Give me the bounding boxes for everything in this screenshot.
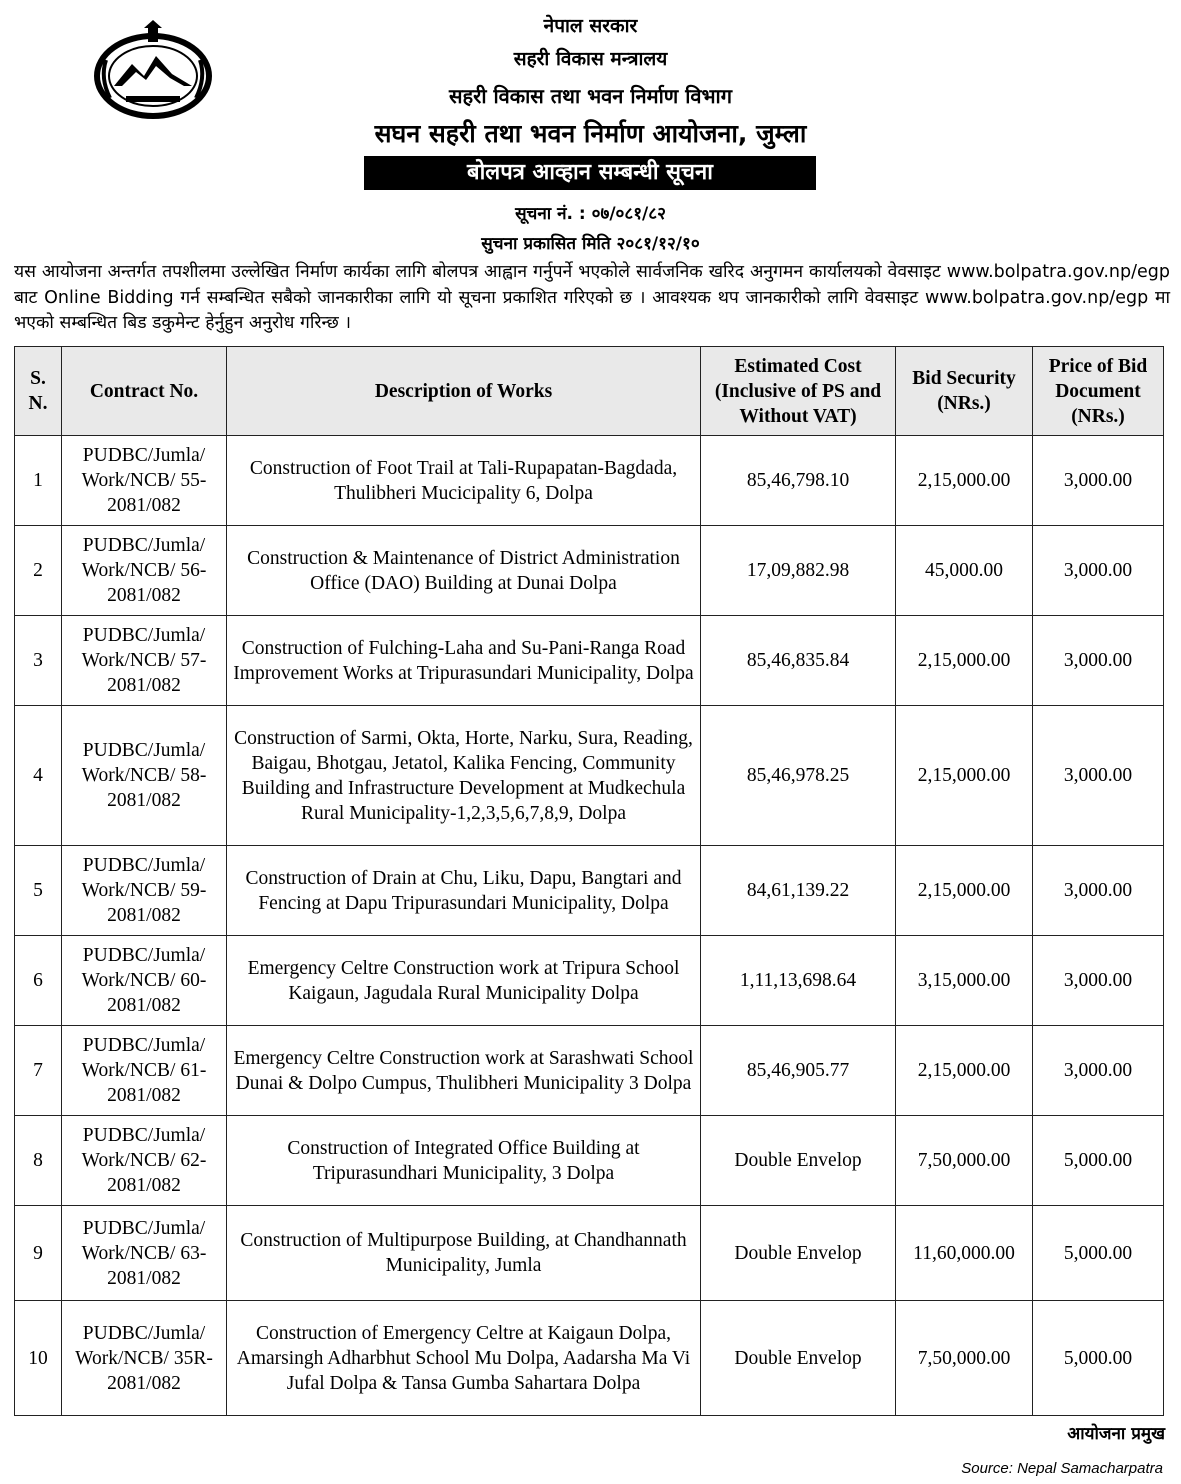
cell-description: Construction of Integrated Office Building at Tripurasundhari Municipality, 3 Dolpa (227, 1116, 701, 1206)
cell-sn: 7 (15, 1026, 62, 1116)
cell-bid-price: 3,000.00 (1033, 706, 1164, 846)
ministry-heading: सहरी विकास मन्त्रालय (513, 48, 668, 70)
table-row (15, 436, 1164, 526)
cell-contract: PUDBC/Jumla/ Work/NCB/ 63-2081/082 (62, 1206, 227, 1301)
cell-contract: PUDBC/Jumla/ Work/NCB/ 60-2081/082 (62, 936, 227, 1026)
table-row (15, 526, 1164, 616)
cell-estimated-cost: 17,09,882.98 (701, 526, 896, 616)
notice-title-banner: बोलपत्र आव्हान सम्बन्धी सूचना (364, 156, 816, 190)
cell-contract: PUDBC/Jumla/ Work/NCB/ 61-2081/082 (62, 1026, 227, 1116)
cell-sn: 9 (15, 1206, 62, 1301)
cell-contract: PUDBC/Jumla/ Work/NCB/ 62-2081/082 (62, 1116, 227, 1206)
cell-description: Construction of Multipurpose Building, at Chandhannath Municipality, Jumla (227, 1206, 701, 1301)
cell-sn: 6 (15, 936, 62, 1026)
col-header-bid-security: Bid Security (NRs.) (896, 347, 1033, 436)
table-row (15, 936, 1164, 1026)
cell-contract: PUDBC/Jumla/ Work/NCB/ 55-2081/082 (62, 436, 227, 526)
cell-sn: 5 (15, 846, 62, 936)
cell-bid-security: 3,15,000.00 (896, 936, 1033, 1026)
cell-sn: 10 (15, 1301, 62, 1416)
department-heading: सहरी विकास तथा भवन निर्माण विभाग (449, 84, 732, 108)
cell-sn: 2 (15, 526, 62, 616)
cell-estimated-cost: 1,11,13,698.64 (701, 936, 896, 1026)
cell-bid-price: 3,000.00 (1033, 436, 1164, 526)
cell-bid-security: 2,15,000.00 (896, 846, 1033, 936)
cell-description: Construction of Emergency Celtre at Kaigaun Dolpa, Amarsingh Adharbhut School Mu Dolpa, Aadarsha Ma Vi Jufal Dolpa & Tansa Gumba Sahartara Dolpa (227, 1301, 701, 1416)
cell-estimated-cost: Double Envelop (701, 1116, 896, 1206)
project-heading: सघन सहरी तथा भवन निर्माण आयोजना, जुम्ला (374, 119, 807, 148)
cell-bid-security: 7,50,000.00 (896, 1116, 1033, 1206)
cell-bid-price: 5,000.00 (1033, 1116, 1164, 1206)
cell-bid-security: 2,15,000.00 (896, 1026, 1033, 1116)
col-header-description: Description of Works (227, 347, 701, 436)
cell-estimated-cost: 85,46,835.84 (701, 616, 896, 706)
cell-bid-price: 3,000.00 (1033, 1026, 1164, 1116)
cell-bid-security: 2,15,000.00 (896, 436, 1033, 526)
cell-bid-price: 5,000.00 (1033, 1301, 1164, 1416)
cell-sn: 1 (15, 436, 62, 526)
col-header-sn: S. N. (15, 347, 62, 436)
published-date: सुचना प्रकासित मिति २०८१/१२/१० (481, 234, 700, 254)
table-row (15, 1206, 1164, 1301)
cell-description: Construction of Drain at Chu, Liku, Dapu, Bangtari and Fencing at Dapu Tripurasundari Municipality, Dolpa (227, 846, 701, 936)
col-header-estimated-cost: Estimated Cost (Inclusive of PS and Without VAT) (701, 347, 896, 436)
cell-estimated-cost: 85,46,798.10 (701, 436, 896, 526)
cell-bid-price: 3,000.00 (1033, 846, 1164, 936)
cell-bid-security: 7,50,000.00 (896, 1301, 1033, 1416)
cell-description: Construction of Sarmi, Okta, Horte, Narku, Sura, Reading, Baigau, Bhotgau, Jetatol, Kalika Fencing, Community Building and Infrastructure Development at Mudkechula Rural Municipality-1,2,3,5,6,7,8,9, Dolpa (227, 706, 701, 846)
cell-description: Construction & Maintenance of District Administration Office (DAO) Building at Dunai Dolpa (227, 526, 701, 616)
cell-sn: 4 (15, 706, 62, 846)
cell-contract: PUDBC/Jumla/ Work/NCB/ 58-2081/082 (62, 706, 227, 846)
table-row (15, 1116, 1164, 1206)
cell-estimated-cost: 85,46,978.25 (701, 706, 896, 846)
cell-bid-security: 2,15,000.00 (896, 616, 1033, 706)
cell-bid-security: 45,000.00 (896, 526, 1033, 616)
intro-paragraph: यस आयोजना अन्तर्गत तपशीलमा उल्लेखित निर्माण कार्यका लागि बोलपत्र आह्वान गर्नुपर्ने भएकोले सार्वजनिक खरिद अनुगमन कार्यालयको वेवसाइट www.bolpatra.gov.np/egp बाट Online Bidding गर्न सम्बन्धित सबैको जानकारीका लागि यो सूचना प्रकाशित गरिएको छ । आवश्यक थप जानकारीको लागि वेवसाइट www.bolpatra.gov.np/egp मा भएको सम्बन्धित बिड डकुमेन्ट हेर्नुहुन अनुरोध गरिन्छ । (14, 262, 1170, 333)
notice-number: सूचना नं. : ०७/०८१/८२ (515, 204, 666, 224)
source-credit: Source: Nepal Samacharpatra (961, 1460, 1163, 1477)
cell-estimated-cost: Double Envelop (701, 1206, 896, 1301)
col-header-contract: Contract No. (62, 347, 227, 436)
cell-bid-price: 3,000.00 (1033, 936, 1164, 1026)
government-heading: नेपाल सरकार (543, 15, 638, 37)
works-table (14, 346, 1164, 1416)
table-row (15, 1301, 1164, 1416)
cell-estimated-cost: Double Envelop (701, 1301, 896, 1416)
cell-description: Construction of Foot Trail at Tali-Rupapatan-Bagdada, Thulibheri Mucicipality 6, Dolpa (227, 436, 701, 526)
cell-contract: PUDBC/Jumla/ Work/NCB/ 57-2081/082 (62, 616, 227, 706)
cell-description: Emergency Celtre Construction work at Sarashwati School Dunai & Dolpo Cumpus, Thulibheri Municipality 3 Dolpa (227, 1026, 701, 1116)
cell-bid-security: 11,60,000.00 (896, 1206, 1033, 1301)
cell-contract: PUDBC/Jumla/ Work/NCB/ 59-2081/082 (62, 846, 227, 936)
cell-description: Construction of Fulching-Laha and Su-Pani-Ranga Road Improvement Works at Tripurasundari Municipality, Dolpa (227, 616, 701, 706)
col-header-bid-price: Price of Bid Document (NRs.) (1033, 347, 1164, 436)
cell-bid-price: 5,000.00 (1033, 1206, 1164, 1301)
cell-description: Emergency Celtre Construction work at Tripura School Kaigaun, Jagudala Rural Municipality Dolpa (227, 936, 701, 1026)
cell-sn: 3 (15, 616, 62, 706)
cell-contract: PUDBC/Jumla/ Work/NCB/ 56-2081/082 (62, 526, 227, 616)
table-row (15, 846, 1164, 936)
table-row (15, 706, 1164, 846)
cell-estimated-cost: 84,61,139.22 (701, 846, 896, 936)
cell-estimated-cost: 85,46,905.77 (701, 1026, 896, 1116)
cell-contract: PUDBC/Jumla/ Work/NCB/ 35R-2081/082 (62, 1301, 227, 1416)
cell-bid-price: 3,000.00 (1033, 526, 1164, 616)
table-header-row (15, 347, 1164, 436)
cell-sn: 8 (15, 1116, 62, 1206)
table-row (15, 616, 1164, 706)
cell-bid-security: 2,15,000.00 (896, 706, 1033, 846)
table-row (15, 1026, 1164, 1116)
cell-bid-price: 3,000.00 (1033, 616, 1164, 706)
project-chief-signature: आयोजना प्रमुख (1067, 1424, 1165, 1444)
